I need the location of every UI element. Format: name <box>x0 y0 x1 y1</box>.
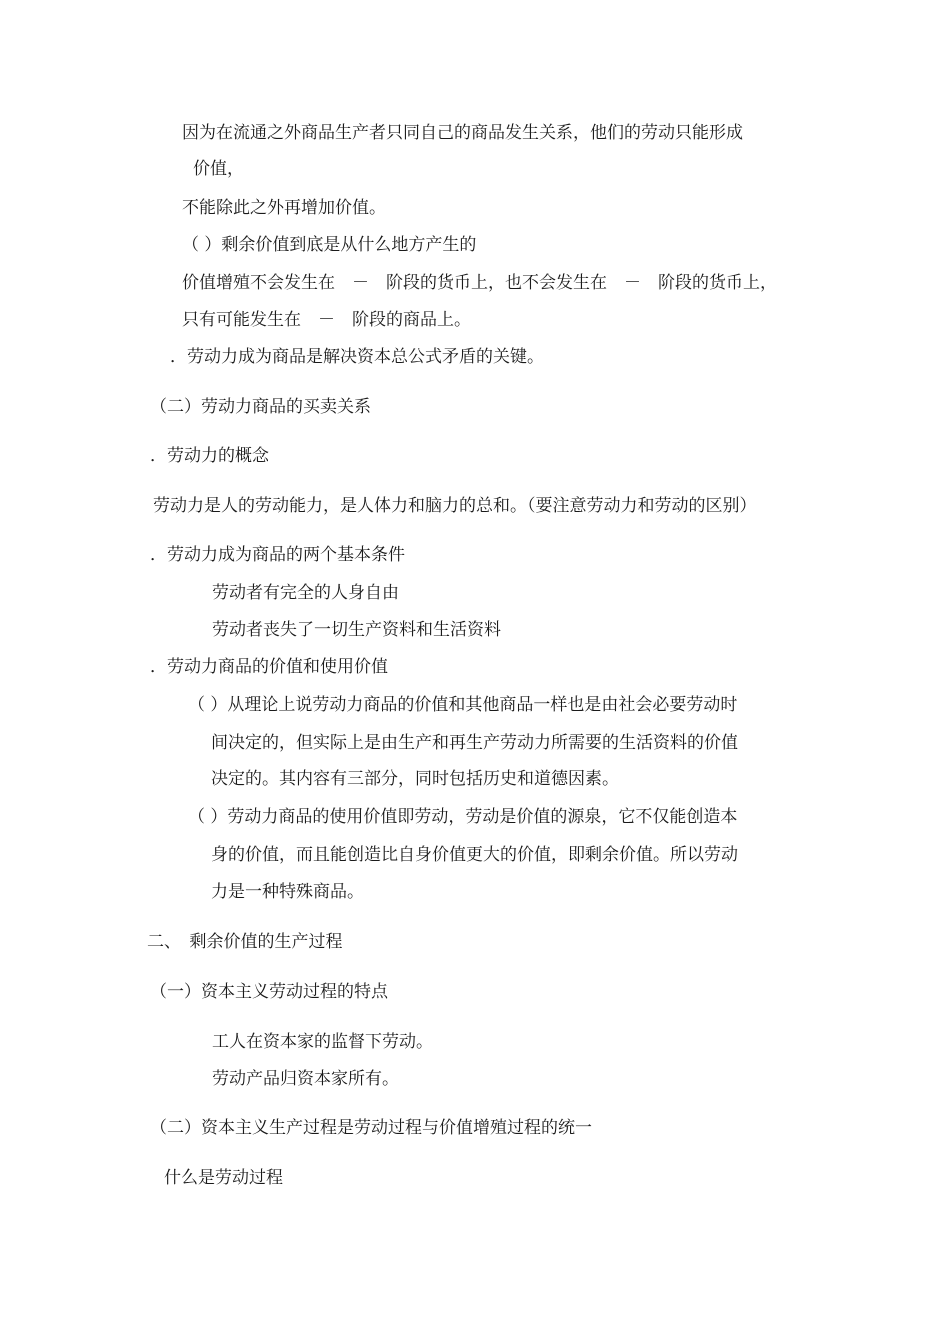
list-item: ．劳动力成为商品的两个基本条件 <box>150 545 405 565</box>
sub-item: 劳动者丧失了一切生产资料和生活资料 <box>212 620 501 640</box>
section-heading: （二）劳动力商品的买卖关系 <box>150 397 371 417</box>
list-item: ．劳动力商品的价值和使用价值 <box>150 657 388 677</box>
paragraph-line: 因为在流通之外商品生产者只同自己的商品发生关系，他们的劳动只能形成 <box>182 123 743 143</box>
paragraph-line: （ ）剩余价值到底是从什么地方产生的 <box>182 235 477 255</box>
paragraph-line: 价值增殖不会发生在 － 阶段的货币上，也不会发生在 － 阶段的货币上， <box>182 273 777 293</box>
paragraph-line: 劳动力是人的劳动能力，是人体力和脑力的总和。（要注意劳动力和劳动的区别） <box>153 496 757 516</box>
paragraph-line: 什么是劳动过程 <box>164 1168 283 1188</box>
sub-item: 工人在资本家的监督下劳动。 <box>212 1032 433 1052</box>
paragraph-line: 决定的。其内容有三部分，同时包括历史和道德因素。 <box>211 769 619 789</box>
list-item: ．劳动力成为商品是解决资本总公式矛盾的关键。 <box>170 347 544 367</box>
paragraph-line: 只有可能发生在 － 阶段的商品上。 <box>182 310 471 330</box>
paragraph-line: 力是一种特殊商品。 <box>211 882 364 902</box>
list-item: ．劳动力的概念 <box>150 446 269 466</box>
sub-item: 劳动者有完全的人身自由 <box>212 583 399 603</box>
section-heading: （二）资本主义生产过程是劳动过程与价值增殖过程的统一 <box>150 1118 592 1138</box>
paragraph-line: 不能除此之外再增加价值。 <box>182 198 386 218</box>
section-heading: （一）资本主义劳动过程的特点 <box>150 982 388 1002</box>
paragraph-line: 身的价值，而且能创造比自身价值更大的价值，即剩余价值。所以劳动 <box>211 845 738 865</box>
paragraph-line: （ ）劳动力商品的使用价值即劳动，劳动是价值的源泉，它不仅能创造本 <box>188 807 738 827</box>
sub-item: 劳动产品归资本家所有。 <box>212 1069 399 1089</box>
paragraph-line: 价值， <box>193 159 244 179</box>
chapter-heading: 二、 剩余价值的生产过程 <box>147 932 343 952</box>
paragraph-line: 间决定的，但实际上是由生产和再生产劳动力所需要的生活资料的价值 <box>211 733 738 753</box>
paragraph-line: （ ）从理论上说劳动力商品的价值和其他商品一样也是由社会必要劳动时 <box>188 695 738 715</box>
